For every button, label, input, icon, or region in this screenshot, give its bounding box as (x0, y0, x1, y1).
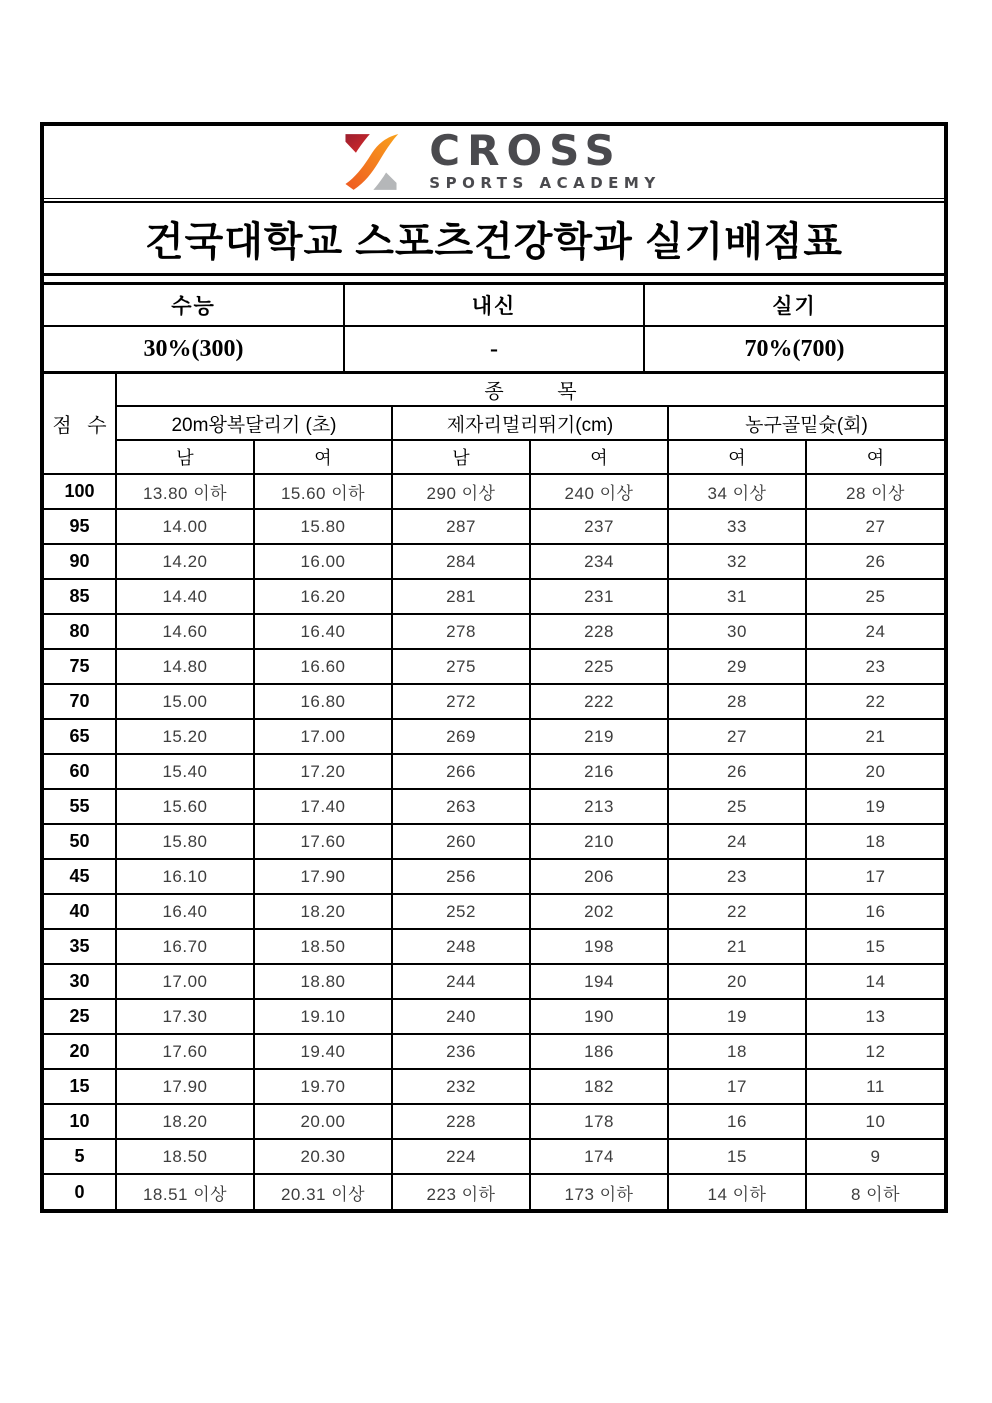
sex-header: 남 (392, 440, 530, 474)
score-table-group-row (44, 374, 944, 406)
score-row (44, 964, 944, 999)
record-cell: 232 (392, 1069, 530, 1104)
record-cell: 206 (530, 859, 668, 894)
record-cell: 15 (668, 1139, 806, 1174)
ratio-header-row (44, 285, 944, 326)
score-value-cell: 80 (44, 614, 116, 649)
score-value-cell: 100 (44, 474, 116, 509)
record-cell: 19.10 (254, 999, 392, 1034)
record-cell: 20.30 (254, 1139, 392, 1174)
record-cell: 25 (806, 579, 944, 614)
record-cell: 16.60 (254, 649, 392, 684)
score-value-cell: 75 (44, 649, 116, 684)
score-table-event-row (44, 406, 944, 440)
record-cell: 190 (530, 999, 668, 1034)
record-cell: 18 (668, 1034, 806, 1069)
record-cell: 256 (392, 859, 530, 894)
record-cell: 23 (806, 649, 944, 684)
sex-header: 남 (116, 440, 254, 474)
score-value-cell: 65 (44, 719, 116, 754)
record-cell: 173 이하 (530, 1174, 668, 1209)
record-cell: 21 (806, 719, 944, 754)
event-header-basketball-shot: 농구골밑슛(회) (668, 406, 944, 440)
score-value-cell: 0 (44, 1174, 116, 1209)
record-cell: 12 (806, 1034, 944, 1069)
record-cell: 31 (668, 579, 806, 614)
score-table-sex-row (44, 440, 944, 474)
ratio-label-silgi: 실기 (644, 285, 944, 326)
ratio-value-row (44, 326, 944, 371)
record-cell: 28 이상 (806, 474, 944, 509)
record-cell: 20 (668, 964, 806, 999)
record-cell: 19.70 (254, 1069, 392, 1104)
ratio-table (44, 285, 944, 371)
score-value-cell: 35 (44, 929, 116, 964)
record-cell: 290 이상 (392, 474, 530, 509)
record-cell: 21 (668, 929, 806, 964)
record-cell: 15.20 (116, 719, 254, 754)
record-cell: 17.30 (116, 999, 254, 1034)
record-cell: 8 이하 (806, 1174, 944, 1209)
record-cell: 20.31 이상 (254, 1174, 392, 1209)
record-cell: 17.60 (116, 1034, 254, 1069)
record-cell: 248 (392, 929, 530, 964)
cross-x-logo-icon (327, 133, 415, 191)
record-cell: 260 (392, 824, 530, 859)
record-cell: 16 (668, 1104, 806, 1139)
record-cell: 26 (806, 544, 944, 579)
record-cell: 16.40 (254, 614, 392, 649)
record-cell: 18 (806, 824, 944, 859)
record-cell: 19 (806, 789, 944, 824)
record-cell: 22 (806, 684, 944, 719)
record-cell: 231 (530, 579, 668, 614)
events-group-header: 종 목 (116, 374, 944, 406)
score-value-cell: 55 (44, 789, 116, 824)
record-cell: 24 (806, 614, 944, 649)
score-row (44, 719, 944, 754)
divider-under-title (44, 273, 944, 285)
record-cell: 20.00 (254, 1104, 392, 1139)
record-cell: 24 (668, 824, 806, 859)
score-row (44, 999, 944, 1034)
score-row (44, 649, 944, 684)
sex-header: 여 (668, 440, 806, 474)
record-cell: 11 (806, 1069, 944, 1104)
score-value-cell: 45 (44, 859, 116, 894)
record-cell: 34 이상 (668, 474, 806, 509)
record-cell: 28 (668, 684, 806, 719)
record-cell: 234 (530, 544, 668, 579)
event-header-standing-jump: 제자리멀리뛰기(cm) (392, 406, 668, 440)
record-cell: 16.00 (254, 544, 392, 579)
record-cell: 15.80 (116, 824, 254, 859)
logo-band (44, 126, 944, 198)
logo-brand-text: CROSS (429, 126, 622, 176)
score-value-cell: 40 (44, 894, 116, 929)
record-cell: 17.90 (116, 1069, 254, 1104)
record-cell: 18.20 (254, 894, 392, 929)
score-value-cell: 90 (44, 544, 116, 579)
record-cell: 15.60 (116, 789, 254, 824)
record-cell: 13.80 이하 (116, 474, 254, 509)
score-row (44, 1069, 944, 1104)
record-cell: 228 (392, 1104, 530, 1139)
score-row (44, 509, 944, 544)
record-cell: 224 (392, 1139, 530, 1174)
record-cell: 15.40 (116, 754, 254, 789)
score-value-cell: 20 (44, 1034, 116, 1069)
record-cell: 269 (392, 719, 530, 754)
record-cell: 14.40 (116, 579, 254, 614)
page-title: 건국대학교 스포츠건강학과 실기배점표 (144, 219, 844, 264)
sex-header: 여 (530, 440, 668, 474)
record-cell: 16.20 (254, 579, 392, 614)
record-cell: 182 (530, 1069, 668, 1104)
record-cell: 266 (392, 754, 530, 789)
score-sheet-box (40, 122, 948, 1213)
record-cell: 14 (806, 964, 944, 999)
record-cell: 219 (530, 719, 668, 754)
record-cell: 275 (392, 649, 530, 684)
record-cell: 194 (530, 964, 668, 999)
record-cell: 252 (392, 894, 530, 929)
record-cell: 16.10 (116, 859, 254, 894)
record-cell: 174 (530, 1139, 668, 1174)
record-cell: 15.80 (254, 509, 392, 544)
record-cell: 17.00 (254, 719, 392, 754)
record-cell: 210 (530, 824, 668, 859)
record-cell: 32 (668, 544, 806, 579)
record-cell: 16.70 (116, 929, 254, 964)
score-row (44, 824, 944, 859)
record-cell: 16.80 (254, 684, 392, 719)
score-row (44, 1104, 944, 1139)
record-cell: 15.60 이하 (254, 474, 392, 509)
record-cell: 27 (668, 719, 806, 754)
record-cell: 13 (806, 999, 944, 1034)
record-cell: 237 (530, 509, 668, 544)
record-cell: 17.40 (254, 789, 392, 824)
record-cell: 18.50 (254, 929, 392, 964)
record-cell: 225 (530, 649, 668, 684)
record-cell: 222 (530, 684, 668, 719)
score-row (44, 474, 944, 509)
record-cell: 20 (806, 754, 944, 789)
record-cell: 30 (668, 614, 806, 649)
ratio-label-naesin: 내신 (344, 285, 644, 326)
record-cell: 240 이상 (530, 474, 668, 509)
record-cell: 272 (392, 684, 530, 719)
record-cell: 14.00 (116, 509, 254, 544)
score-row (44, 754, 944, 789)
record-cell: 29 (668, 649, 806, 684)
record-cell: 25 (668, 789, 806, 824)
record-cell: 281 (392, 579, 530, 614)
record-cell: 213 (530, 789, 668, 824)
record-cell: 216 (530, 754, 668, 789)
score-value-cell: 60 (44, 754, 116, 789)
logo-text (429, 126, 661, 192)
record-cell: 17.90 (254, 859, 392, 894)
record-cell: 17.60 (254, 824, 392, 859)
score-value-cell: 30 (44, 964, 116, 999)
record-cell: 9 (806, 1139, 944, 1174)
record-cell: 16.40 (116, 894, 254, 929)
logo-subtitle-text: SPORTS ACADEMY (429, 173, 661, 192)
record-cell: 26 (668, 754, 806, 789)
ratio-value-silgi: 70%(700) (644, 326, 944, 371)
score-column-header: 점 수 (44, 374, 116, 474)
record-cell: 236 (392, 1034, 530, 1069)
score-row (44, 684, 944, 719)
score-row (44, 1034, 944, 1069)
score-table (44, 374, 944, 1209)
record-cell: 23 (668, 859, 806, 894)
score-row (44, 789, 944, 824)
record-cell: 17 (668, 1069, 806, 1104)
record-cell: 284 (392, 544, 530, 579)
score-row (44, 929, 944, 964)
record-cell: 14.20 (116, 544, 254, 579)
score-value-cell: 85 (44, 579, 116, 614)
record-cell: 14 이하 (668, 1174, 806, 1209)
sex-header: 여 (254, 440, 392, 474)
score-row (44, 1174, 944, 1209)
ratio-value-suneung: 30%(300) (44, 326, 344, 371)
score-value-cell: 25 (44, 999, 116, 1034)
score-value-cell: 5 (44, 1139, 116, 1174)
record-cell: 287 (392, 509, 530, 544)
record-cell: 18.80 (254, 964, 392, 999)
record-cell: 17.20 (254, 754, 392, 789)
score-value-cell: 50 (44, 824, 116, 859)
record-cell: 19.40 (254, 1034, 392, 1069)
record-cell: 263 (392, 789, 530, 824)
record-cell: 223 이하 (392, 1174, 530, 1209)
score-value-cell: 70 (44, 684, 116, 719)
record-cell: 10 (806, 1104, 944, 1139)
record-cell: 202 (530, 894, 668, 929)
record-cell: 198 (530, 929, 668, 964)
record-cell: 178 (530, 1104, 668, 1139)
score-row (44, 894, 944, 929)
record-cell: 22 (668, 894, 806, 929)
record-cell: 14.60 (116, 614, 254, 649)
score-row (44, 1139, 944, 1174)
record-cell: 15 (806, 929, 944, 964)
record-cell: 244 (392, 964, 530, 999)
sex-header: 여 (806, 440, 944, 474)
record-cell: 27 (806, 509, 944, 544)
score-value-cell: 15 (44, 1069, 116, 1104)
score-value-cell: 10 (44, 1104, 116, 1139)
record-cell: 17 (806, 859, 944, 894)
ratio-value-naesin: - (344, 326, 644, 371)
record-cell: 278 (392, 614, 530, 649)
record-cell: 14.80 (116, 649, 254, 684)
score-row (44, 579, 944, 614)
score-row (44, 859, 944, 894)
record-cell: 240 (392, 999, 530, 1034)
record-cell: 18.50 (116, 1139, 254, 1174)
record-cell: 33 (668, 509, 806, 544)
record-cell: 186 (530, 1034, 668, 1069)
record-cell: 19 (668, 999, 806, 1034)
record-cell: 18.51 이상 (116, 1174, 254, 1209)
record-cell: 15.00 (116, 684, 254, 719)
event-header-shuttle-run: 20m왕복달리기 (초) (116, 406, 392, 440)
score-row (44, 544, 944, 579)
score-value-cell: 95 (44, 509, 116, 544)
ratio-label-suneung: 수능 (44, 285, 344, 326)
record-cell: 228 (530, 614, 668, 649)
record-cell: 16 (806, 894, 944, 929)
record-cell: 18.20 (116, 1104, 254, 1139)
score-table-body (44, 474, 944, 1209)
score-row (44, 614, 944, 649)
record-cell: 17.00 (116, 964, 254, 999)
